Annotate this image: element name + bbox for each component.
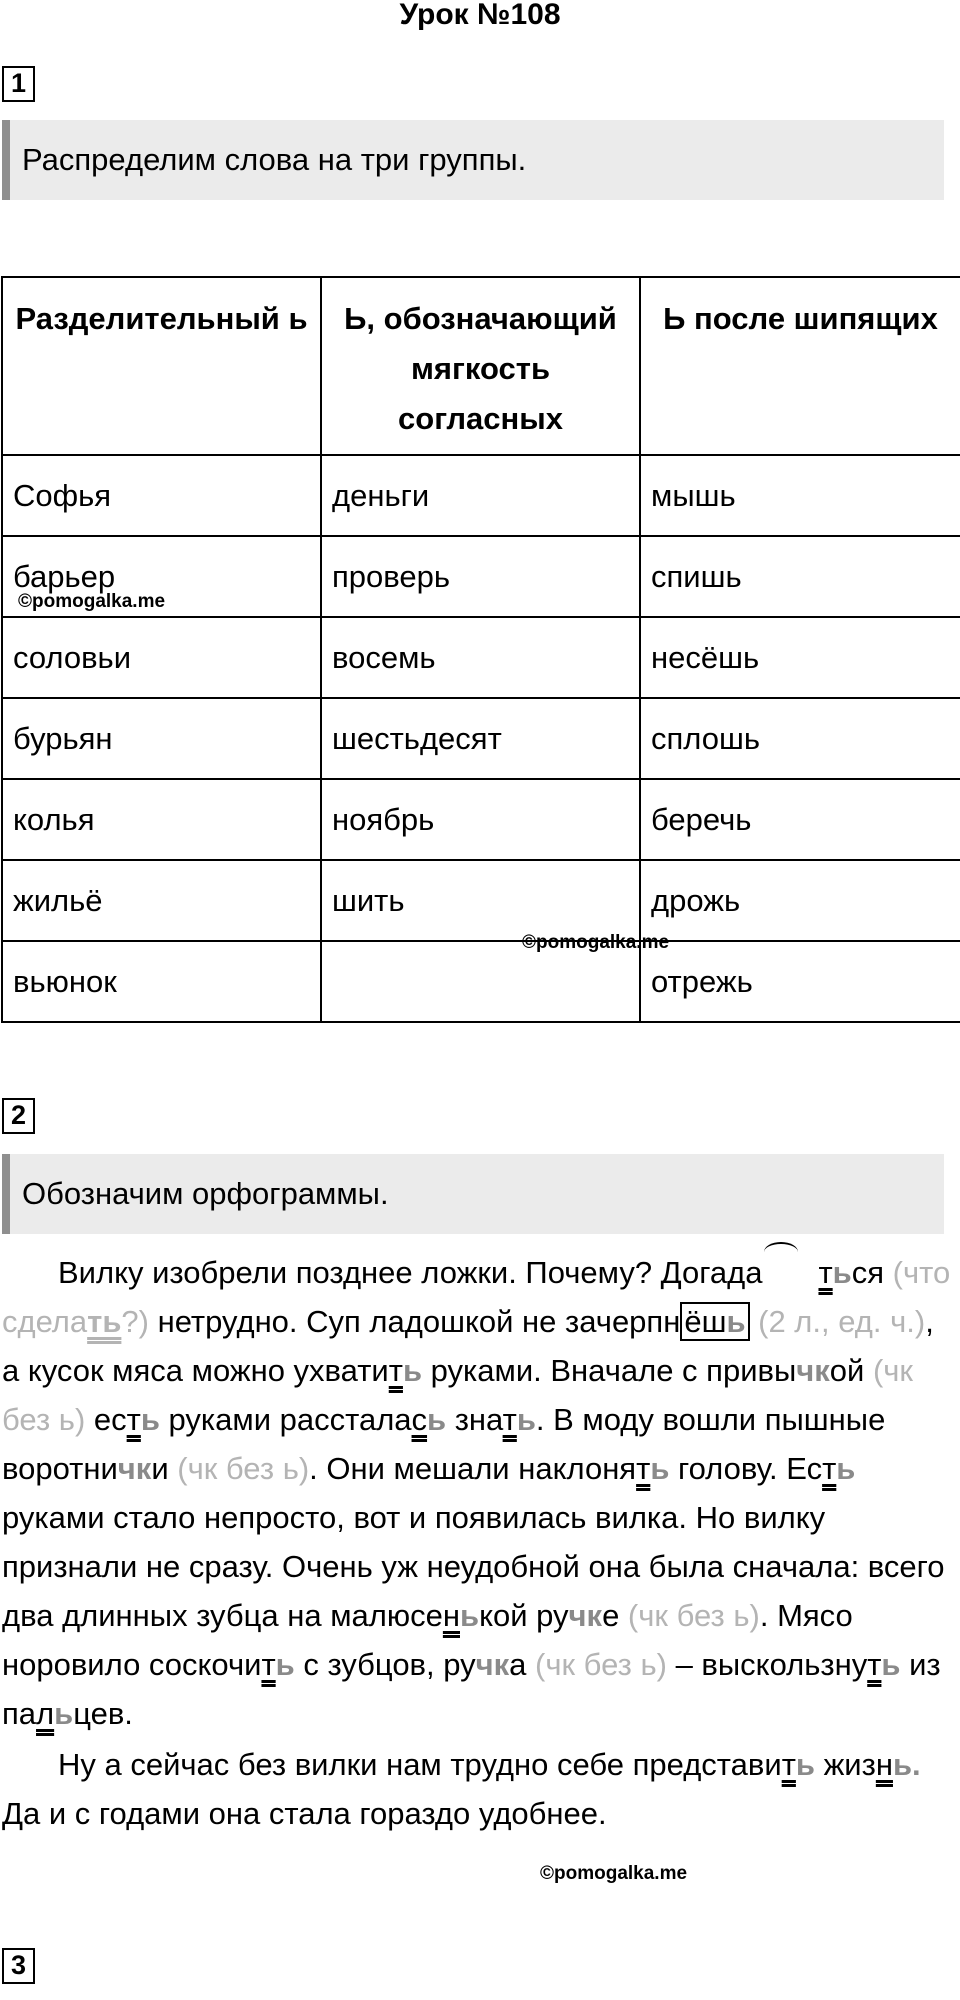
text-run: ?) <box>121 1304 149 1339</box>
text-run: жиз <box>814 1747 876 1782</box>
text-run: ь <box>836 1451 856 1486</box>
text-run: ь <box>726 1304 746 1339</box>
table-row <box>2 617 960 698</box>
text-run: т <box>126 1402 141 1437</box>
text-run: ь <box>402 1353 423 1388</box>
table-cell: ноябрь <box>321 779 640 860</box>
text-run: е <box>602 1598 628 1633</box>
text-run: руками. Вначале с привы <box>422 1353 797 1388</box>
text-run: ой <box>829 1353 873 1388</box>
orthogram-arc <box>762 1248 851 1297</box>
table-cell: сплошь <box>640 698 960 779</box>
text-run: ь <box>832 1255 852 1290</box>
text-run: ь <box>650 1451 670 1486</box>
text-run: чк <box>796 1353 830 1388</box>
exercise-number-3: 3 <box>2 1948 35 1984</box>
text-run: нетрудно. Суп ладошкой не зачерпн <box>148 1304 681 1339</box>
text-run: т <box>818 1255 833 1290</box>
text-run: чк <box>117 1451 152 1486</box>
text-run: . В моду вошли пышные воротни <box>2 1402 886 1486</box>
text-run: и <box>151 1451 178 1486</box>
text-run: Вилку изобрели позднее ложки. Почему? Догада <box>58 1255 763 1290</box>
text-run: ь <box>795 1747 815 1782</box>
text-run: . Они мешали наклоня <box>309 1451 637 1486</box>
text-run: ь <box>881 1647 901 1682</box>
paragraph <box>2 1740 952 1838</box>
text-run: ь <box>140 1402 160 1437</box>
table-cell: деньги <box>321 455 640 536</box>
text-run: ь. <box>892 1747 921 1782</box>
table-cell: соловьи <box>2 617 321 698</box>
text-run: ь <box>54 1696 74 1731</box>
text-run: т <box>867 1647 882 1682</box>
page-title: Урок №108 <box>399 0 561 31</box>
text-run: т <box>781 1747 796 1782</box>
text-run: . Мясо норовило соскочи <box>2 1598 853 1682</box>
table-row <box>2 455 960 536</box>
table-cell: проверь <box>321 536 640 617</box>
text-run: т <box>502 1402 517 1437</box>
column-header: Ь после шипящих <box>640 277 960 455</box>
text-run: н <box>875 1747 893 1782</box>
text-run: (чк без ь) <box>2 1353 913 1437</box>
table-header-row <box>2 277 960 455</box>
table-cell: Софья <box>2 455 321 536</box>
exercise-2-instruction: Обозначим орфограммы. <box>2 1154 944 1234</box>
table-cell: барьер <box>2 536 321 617</box>
text-run: ть <box>87 1304 122 1339</box>
text-run: (2 л., ед. ч.) <box>749 1304 926 1339</box>
text-run: т <box>636 1451 651 1486</box>
table-cell: восемь <box>321 617 640 698</box>
text-run: – выскользну <box>666 1647 868 1682</box>
table-cell: беречь <box>640 779 960 860</box>
table-cell: дрожь <box>640 860 960 941</box>
watermark: ©pomogalka.me <box>18 591 166 612</box>
exercise-2-text <box>2 1248 952 1838</box>
text-run: голову. Ес <box>669 1451 823 1486</box>
table-row <box>2 779 960 860</box>
text-run: н <box>442 1598 460 1633</box>
table-row <box>2 860 960 941</box>
text-run: цев. <box>73 1696 133 1731</box>
text-run: ь <box>460 1598 480 1633</box>
text-run: ь <box>427 1402 447 1437</box>
watermark: ©pomogalka.me <box>522 932 670 953</box>
exercise-number-2: 2 <box>2 1098 35 1134</box>
table-cell: колья <box>2 779 321 860</box>
table-cell: жильё <box>2 860 321 941</box>
ending-box <box>680 1302 749 1341</box>
text-run: руками расстала <box>159 1402 412 1437</box>
text-run: т <box>822 1451 837 1486</box>
text-run: зна <box>446 1402 503 1437</box>
text-run: чк <box>475 1647 510 1682</box>
table-cell: несёшь <box>640 617 960 698</box>
table-cell: шестьдесят <box>321 698 640 779</box>
exercise-number-1: 1 <box>2 66 35 102</box>
text-run: т <box>388 1353 403 1388</box>
text-run: (чк без ь) <box>177 1451 310 1486</box>
text-run: с <box>411 1402 428 1437</box>
text-run: (чк без ь) <box>535 1647 667 1682</box>
text-run: а <box>509 1647 536 1682</box>
text-run: , а кусок мяса можно ухвати <box>2 1304 934 1388</box>
table-cell: шить <box>321 860 640 941</box>
text-run: ь <box>516 1402 536 1437</box>
watermark: ©pomogalka.me <box>540 1863 688 1884</box>
paragraph <box>2 1248 952 1738</box>
table-cell: бурьян <box>2 698 321 779</box>
column-header: Разделительный ь <box>2 277 321 455</box>
table-row <box>2 941 960 1022</box>
text-run: ь <box>275 1647 295 1682</box>
soft-sign-groups-table <box>1 276 960 1023</box>
text-run: (чк без ь) <box>627 1598 760 1633</box>
table-row <box>2 698 960 779</box>
table-cell: спишь <box>640 536 960 617</box>
text-run: (что сдела <box>2 1255 951 1339</box>
column-header: Ь, обозначающий мягкость согласных <box>321 277 640 455</box>
text-run: л <box>36 1696 55 1731</box>
text-run: из па <box>2 1647 941 1731</box>
table-cell: отрежь <box>640 941 960 1022</box>
table-cell: мышь <box>640 455 960 536</box>
text-run: т <box>261 1647 276 1682</box>
text-run: Ну а сейчас без вилки нам трудно себе представи <box>58 1747 782 1782</box>
text-run: с зубцов, ру <box>294 1647 476 1682</box>
exercise-1-instruction: Распределим слова на три группы. <box>2 120 944 200</box>
text-run: ся <box>851 1255 893 1290</box>
text-run: кой ру <box>479 1598 569 1633</box>
text-run: чк <box>568 1598 603 1633</box>
text-run: Да и с годами она стала гораздо удобнее. <box>2 1796 607 1831</box>
table-cell: вьюнок <box>2 941 321 1022</box>
text-run: руками стало непросто, вот и появилась вилка. Но вилку признали не сразу. Очень уж неудобной она была сначала: всего два длинных зубца на малюсе <box>2 1500 945 1633</box>
text-run: ес <box>85 1402 127 1437</box>
text-run: ёш <box>684 1304 727 1339</box>
